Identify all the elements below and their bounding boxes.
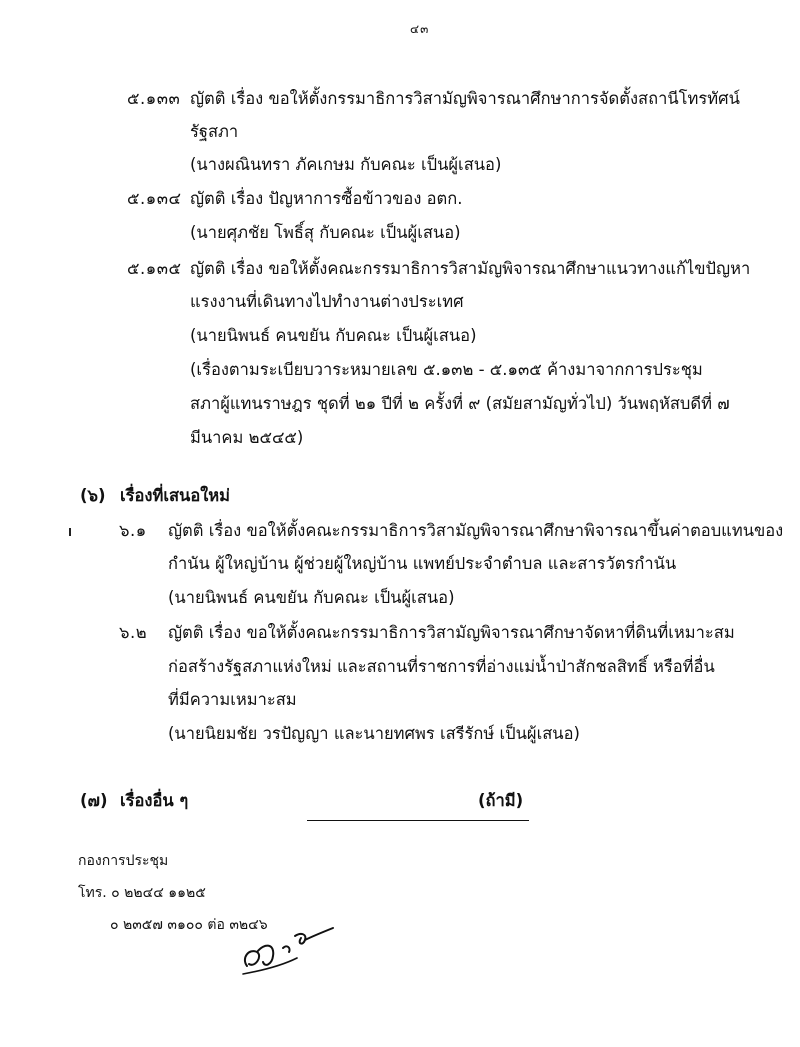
item-text-line: ญัตติ เรื่อง ขอให้ตั้งคณะกรรมาธิการวิสามัญพิจารณาศึกษาแนวทางแก้ไขปัญหา	[190, 259, 751, 278]
item-text-line: ญัตติ เรื่อง ขอให้ตั้งคณะกรรมาธิการวิสามัญพิจารณาศึกษาจัดหาที่ดินที่เหมาะสม	[168, 623, 735, 642]
item-proposer: (นายศุภชัย โพธิ์สุ กับคณะ เป็นผู้เสนอ)	[190, 223, 461, 242]
note-line: สภาผู้แทนราษฎร ชุดที่ ๒๑ ปีที่ ๒ ครั้งที่ ๙ (สมัยสามัญทั่วไป) วันพฤหัสบดีที่ ๗	[190, 394, 730, 413]
item-proposer: (นางผณินทรา ภัคเกษม กับคณะ เป็นผู้เสนอ)	[190, 155, 502, 174]
item-text-line: กำนัน ผู้ใหญ่บ้าน ผู้ช่วยผู้ใหญ่บ้าน แพทย์ประจำตำบล และสารวัตรกำนัน	[168, 554, 677, 573]
item-number: ๕.๑๓๓	[127, 89, 181, 108]
signature-mark	[235, 918, 345, 980]
item-text-line: ที่มีความเหมาะสม	[168, 690, 297, 709]
margin-mark	[69, 528, 71, 536]
item-text-line: รัฐสภา	[190, 122, 239, 141]
footer-phone: ๐ ๒๓๕๗ ๓๑๐๐ ต่อ ๓๒๔๖	[110, 917, 268, 933]
item-number: ๖.๒	[119, 623, 148, 642]
section-number: (๖)	[80, 486, 106, 505]
footer-phone: โทร. ๐ ๒๒๔๔ ๑๑๒๕	[78, 885, 206, 901]
page-number: ๔๓	[410, 22, 430, 36]
item-text-line: แรงงานที่เดินทางไปทำงานต่างประเทศ	[190, 292, 464, 311]
section-title: เรื่องที่เสนอใหม่	[120, 486, 231, 505]
item-proposer: (นายนิยมชัย วรปัญญา และนายทศพร เสรีรักษ์ เป็นผู้เสนอ)	[168, 724, 580, 743]
item-text-line: ก่อสร้างรัฐสภาแห่งใหม่ และสถานที่ราชการที่อ่างแม่น้ำป่าสักชลสิทธิ์ หรือที่อื่น	[168, 657, 715, 676]
item-proposer: (นายนิพนธ์ คนขยัน กับคณะ เป็นผู้เสนอ)	[168, 588, 455, 607]
note-line: (เรื่องตามระเบียบวาระหมายเลข ๕.๑๓๒ - ๕.๑๓๕ ค้างมาจากการประชุม	[190, 360, 703, 379]
item-proposer: (นายนิพนธ์ คนขยัน กับคณะ เป็นผู้เสนอ)	[190, 326, 477, 345]
section-number: (๗)	[80, 791, 108, 810]
item-text-line: ญัตติ เรื่อง ปัญหาการซื้อข้าวของ อตก.	[190, 189, 463, 208]
item-number: ๕.๑๓๔	[127, 189, 182, 208]
item-text-line: ญัตติ เรื่อง ขอให้ตั้งกรรมาธิการวิสามัญพิจารณาศึกษาการจัดตั้งสถานีโทรทัศน์	[190, 89, 740, 108]
section-title: เรื่องอื่น ๆ	[120, 791, 189, 810]
footer-office: กองการประชุม	[78, 853, 169, 869]
note-line: มีนาคม ๒๕๔๕)	[190, 428, 304, 447]
item-number: ๖.๑	[119, 521, 147, 540]
item-number: ๕.๑๓๕	[127, 259, 182, 278]
section-note: (ถ้ามี)	[478, 791, 524, 810]
section-divider	[307, 820, 529, 821]
item-text-line: ญัตติ เรื่อง ขอให้ตั้งคณะกรรมาธิการวิสามัญพิจารณาศึกษาพิจารณาขึ้นค่าตอบแทนของ	[168, 521, 784, 540]
